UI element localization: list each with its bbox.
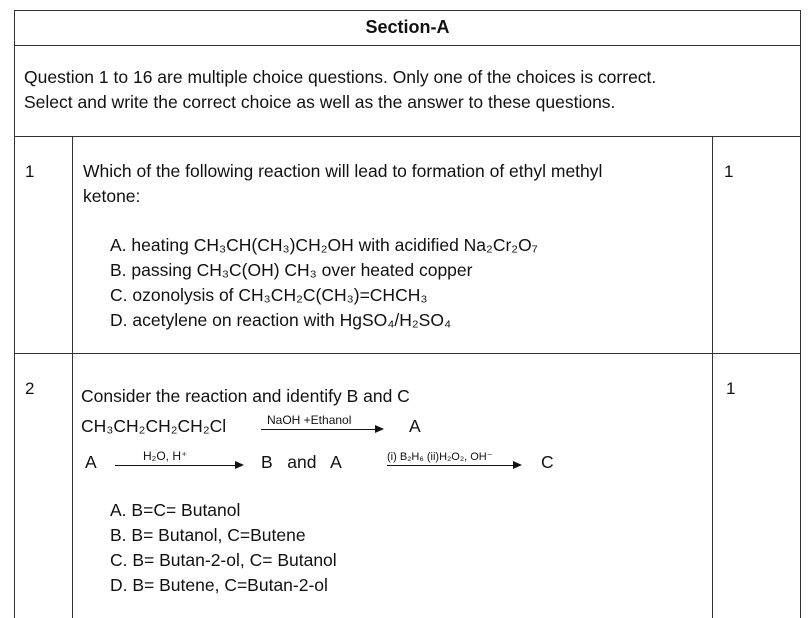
equation-2-arrow-1 <box>115 449 250 473</box>
equation-1-reagent: NaOH +Ethanol <box>267 413 352 427</box>
option-letter: B. <box>110 260 127 280</box>
question-2-option-a <box>110 498 337 523</box>
equation-2-reactant: A <box>85 452 97 472</box>
option-text: acetylene on reaction with HgSO₄/H₂SO₄ <box>132 310 452 330</box>
arrow-head-icon <box>513 461 522 469</box>
question-2-marks: 1 <box>726 379 736 398</box>
divider <box>15 136 800 137</box>
option-text: B= Butene, C=Butan-2-ol <box>132 575 328 595</box>
section-title: Section-A <box>365 17 450 37</box>
column-divider-number <box>72 136 73 618</box>
option-text: B= Butanol, C=Butene <box>131 525 306 545</box>
question-2-number: 2 <box>25 379 35 398</box>
arrow-shaft <box>387 465 517 466</box>
question-2-option-d <box>110 573 337 598</box>
column-divider-marks <box>712 136 713 618</box>
question-2-option-b <box>110 523 337 548</box>
equation-2-product: C <box>541 452 554 472</box>
option-letter: B. <box>110 525 127 545</box>
arrow-head-icon <box>235 461 244 469</box>
instructions-line-1: Question 1 to 16 are multiple choice questions. Only one of the choices is correct. <box>24 67 657 87</box>
option-text: heating CH₃CH(CH₃)CH₂OH with acidified Na₂Cr₂O₇ <box>131 235 538 255</box>
question-paper-table <box>14 10 801 618</box>
arrow-shaft <box>261 429 379 430</box>
arrow-head-icon <box>375 425 384 433</box>
option-letter: C. <box>110 285 128 305</box>
question-1-options <box>110 233 538 333</box>
question-1-stem-line-2: ketone: <box>83 186 141 206</box>
option-text: ozonolysis of CH₃CH₂C(CH₃)=CHCH₃ <box>132 285 428 305</box>
equation-2-middle: B and A <box>261 452 342 472</box>
question-1-stem-line-1: Which of the following reaction will lead to formation of ethyl methyl <box>83 161 603 181</box>
option-text: passing CH₃C(OH) CH₃ over heated copper <box>131 260 473 280</box>
option-letter: D. <box>110 310 128 330</box>
option-text: B= Butan-2-ol, C= Butanol <box>132 550 337 570</box>
equation-2-reagent-1: H₂O, H⁺ <box>143 449 188 463</box>
equation-1-arrow <box>261 413 389 437</box>
option-letter: A. <box>110 235 127 255</box>
question-2-stem: Consider the reaction and identify B and C <box>81 386 410 406</box>
option-letter: D. <box>110 575 128 595</box>
equation-2-reagent-2: (i) B₂H₆ (ii)H₂O₂, OH⁻ <box>387 451 493 463</box>
option-letter: A. <box>110 500 127 520</box>
question-1-option-a <box>110 233 538 258</box>
question-1-stem <box>83 159 602 209</box>
divider <box>15 353 800 354</box>
equation-1-reactant: CH₃CH₂CH₂CH₂Cl <box>81 416 227 436</box>
question-1-option-b <box>110 258 538 283</box>
arrow-shaft <box>115 465 239 466</box>
instructions <box>24 65 656 115</box>
question-1-option-d <box>110 308 538 333</box>
question-2-option-c <box>110 548 337 573</box>
equation-2-arrow-2 <box>387 449 527 473</box>
option-text: B=C= Butanol <box>131 500 241 520</box>
question-1-number: 1 <box>25 162 35 181</box>
instructions-line-2: Select and write the correct choice as well as the answer to these questions. <box>24 92 616 112</box>
option-letter: C. <box>110 550 128 570</box>
equation-1-product: A <box>409 416 421 436</box>
divider <box>15 45 800 46</box>
question-1-option-c <box>110 283 538 308</box>
question-1-marks: 1 <box>724 162 734 181</box>
question-2-options <box>110 498 337 598</box>
